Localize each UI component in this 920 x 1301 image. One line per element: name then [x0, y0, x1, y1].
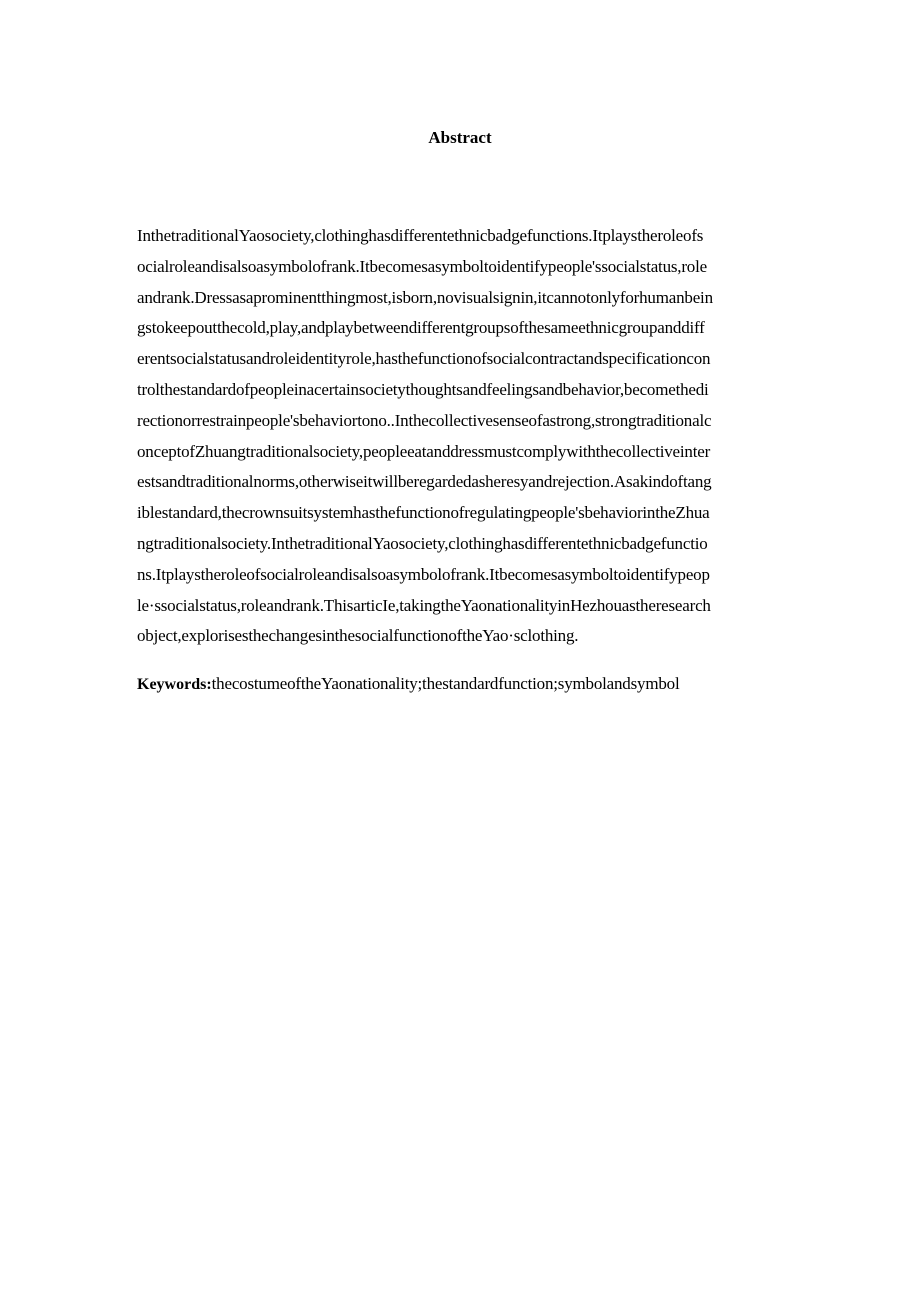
abstract-line: gstokeepoutthecold,play,andplaybetweendifferentgroupsofthesameethnicgroupanddiff: [137, 318, 705, 338]
abstract-line: andrank.Dressasaprominentthingmost,isborn,novisualsignin,itcannotonlyforhumanbein: [137, 287, 713, 307]
abstract-line: ngtraditionalsociety.InthetraditionalYaosociety,clothinghasdifferentethnicbadgefunctio: [137, 533, 708, 553]
abstract-line: ns.Itplaystheroleofsocialroleandisalsoasymbolofrank.Itbecomesasymboltoidentifypeop: [137, 564, 710, 584]
abstract-line: erentsocialstatusandroleidentityrole,hasthefunctionofsocialcontractandspecificationcon: [137, 349, 711, 369]
abstract-line: estsandtraditionalnorms,otherwiseitwillberegardedasheresyandrejection.Asakindoftang: [137, 472, 712, 492]
abstract-line: rectionorrestrainpeople'sbehaviortono..Inthecollectivesenseofastrong,strongtraditionalc: [137, 410, 712, 430]
keywords-line: [137, 671, 782, 698]
abstract-title: Abstract: [428, 128, 492, 147]
abstract-line: iblestandard,thecrownsuitsystemhasthefunctionofregulatingpeople'sbehaviorintheZhua: [137, 503, 710, 523]
abstract-line: onceptofZhuangtraditionalsociety,peopleeatanddressmustcomplywiththecollectiveinter: [137, 441, 711, 461]
abstract-body: [137, 221, 782, 652]
abstract-line: trolthestandardofpeopleinacertainsocietythoughtsandfeelingsandbehavior,becomethedi: [137, 379, 709, 399]
abstract-line: object,explorisesthechangesinthesocialfunctionoftheYao·sclothing.: [137, 626, 579, 646]
keywords-text: thecostumeoftheYaonationality;thestandardfunction;symbolandsymbol: [211, 674, 680, 693]
abstract-line: InthetraditionalYaosociety,clothinghasdifferentethnicbadgefunctions.Itplaystheroleofs: [137, 226, 704, 245]
abstract-line: le·ssocialstatus,roleandrank.ThisarticIe,takingtheYaonationalityinHezhouastheresearch: [137, 595, 711, 615]
abstract-line: ocialroleandisalsoasymbolofrank.Itbecomesasymboltoidentifypeople'ssocialstatus,role: [137, 256, 707, 276]
keywords-label: Keywords:: [137, 676, 212, 693]
